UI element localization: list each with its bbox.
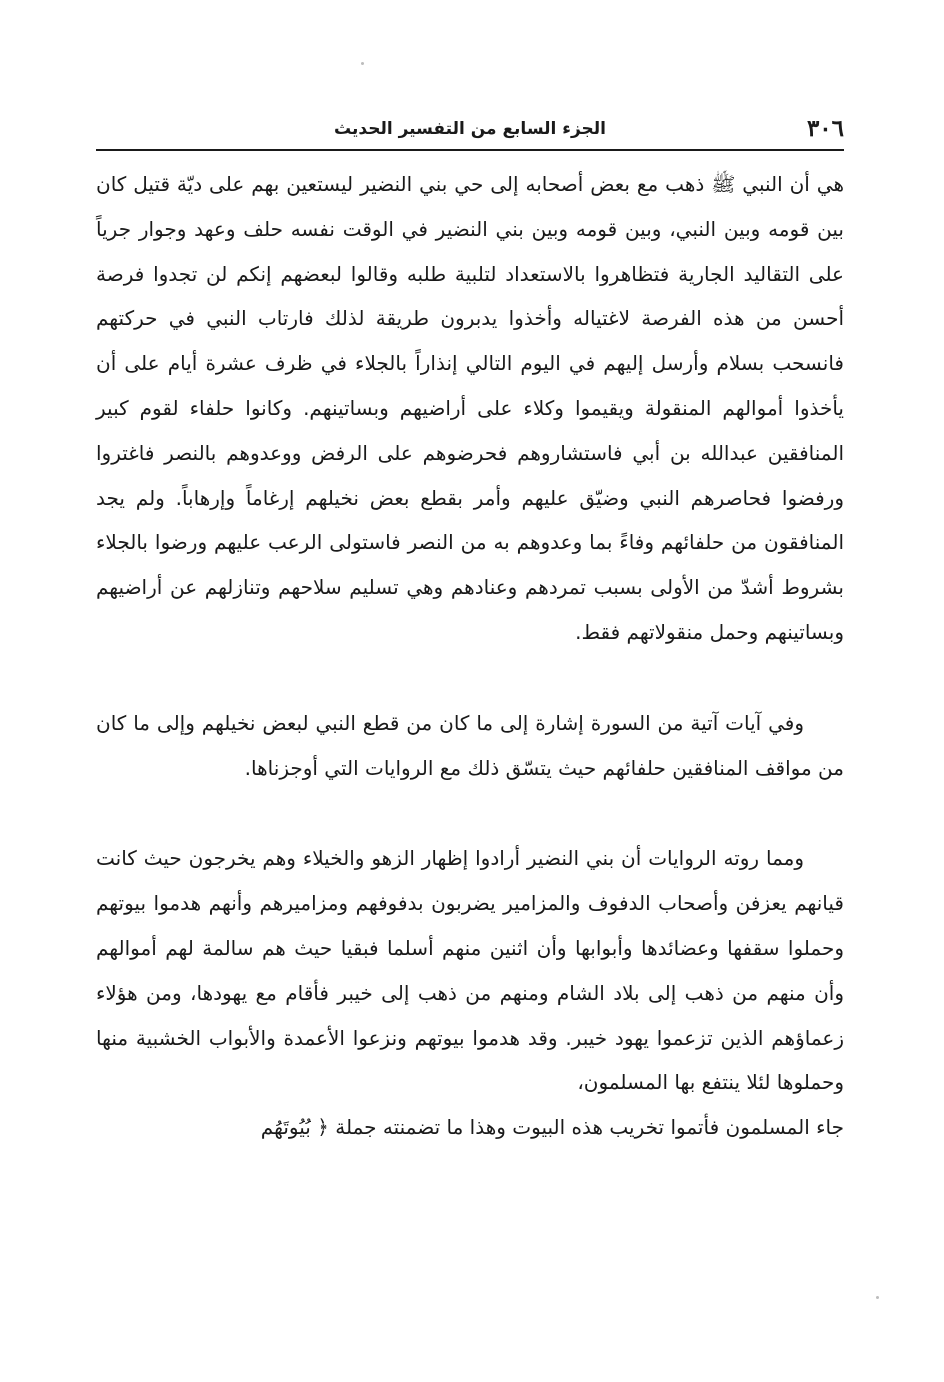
paragraph-3: ومما روته الروايات أن بني النضير أرادوا إظهار الزهو والخيلاء وهم يخرجون حيث كانت قيانهم يعزفن وأصحاب الدفوف والمزامير يضربون بدفوفهم ومزاميرهم وأنهم هدموا بيوتهم وحملوا سقفها وعضائدها وأبوابها وأن اثنين منهم أسلما فبقيا حيث هم سالمة لهم أموالهم وأن منهم من ذهب إلى بلاد الشام ومنهم من ذهب إلى خيبر فأقام مع يهودها، ومن هؤلاء زعماؤهم الذين تزعموا يهود خيبر. وقد هدموا بيوتهم ونزعوا الأعمدة والأبواب الخشبية منها وحملوها لئلا ينتفع بها المسلمون، <box>96 846 844 1095</box>
page-number: ٣٠٦ <box>806 115 844 142</box>
paragraph-4-cut: جاء المسلمون فأتموا تخريب هذه البيوت وهذا ما تضمنته جملة ﴿ بُيُوتَهُم <box>260 1115 844 1140</box>
scan-speck <box>876 1296 879 1299</box>
running-title: الجزء السابع من التفسير الحديث <box>334 119 606 139</box>
paragraph-2: وفي آيات آتية من السورة إشارة إلى ما كان من قطع النبي لبعض نخيلهم وإلى ما كان من مواقف المنافقين حلفائهم حيث يتسّق ذلك مع الروايات التي أوجزناها. <box>96 710 844 780</box>
scan-speck <box>361 62 364 65</box>
paragraph-1: هي أن النبي ﷺ ذهب مع بعض أصحابه إلى حي بني النضير ليستعين بهم على ديّة قتيل كان بين قومه وبين النبي، وبين قومه وبين بني النضير في الوقت نفسه حلف وعهد وجوار جرياً على التقاليد الجارية فتظاهروا بالاستعداد لتلبية طلبه وقالوا لبعضهم إنكم لن تجدوا فرصة أحسن من هذه الفرصة لاغتياله وأخذوا يدبرون طريقة لذلك فارتاب النبي في حركتهم فانسحب بسلام وأرسل إليهم في اليوم التالي إنذاراً بالجلاء في ظرف عشرة أيام على أن يأخذوا أموالهم المنقولة ويقيموا وكلاء على أراضيهم وبساتينهم. وكانوا حلفاء لقوم كبير المنافقين عبدالله بن أبي فاستشاروهم فحرضوهم على الرفض ووعدوهم بالنصر فاغتروا ورفضوا فحاصرهم النبي وضيّق عليهم وأمر بقطع بعض نخيلهم إرغاماً وإرهاباً. ولم يجد المنافقون من حلفائهم وفاءً بما وعدوهم به من النصر فاستولى الرعب عليهم ورضوا بالجلاء بشروط أشدّ من الأولى بسبب تمردهم وعنادهم وهي تسليم سلاحهم وتنازلهم عن أراضيهم وبساتينهم وحمل منقولاتهم فقط. <box>96 172 844 644</box>
header-rule <box>96 149 844 151</box>
page-header <box>96 112 844 146</box>
body-text <box>96 162 844 1150</box>
